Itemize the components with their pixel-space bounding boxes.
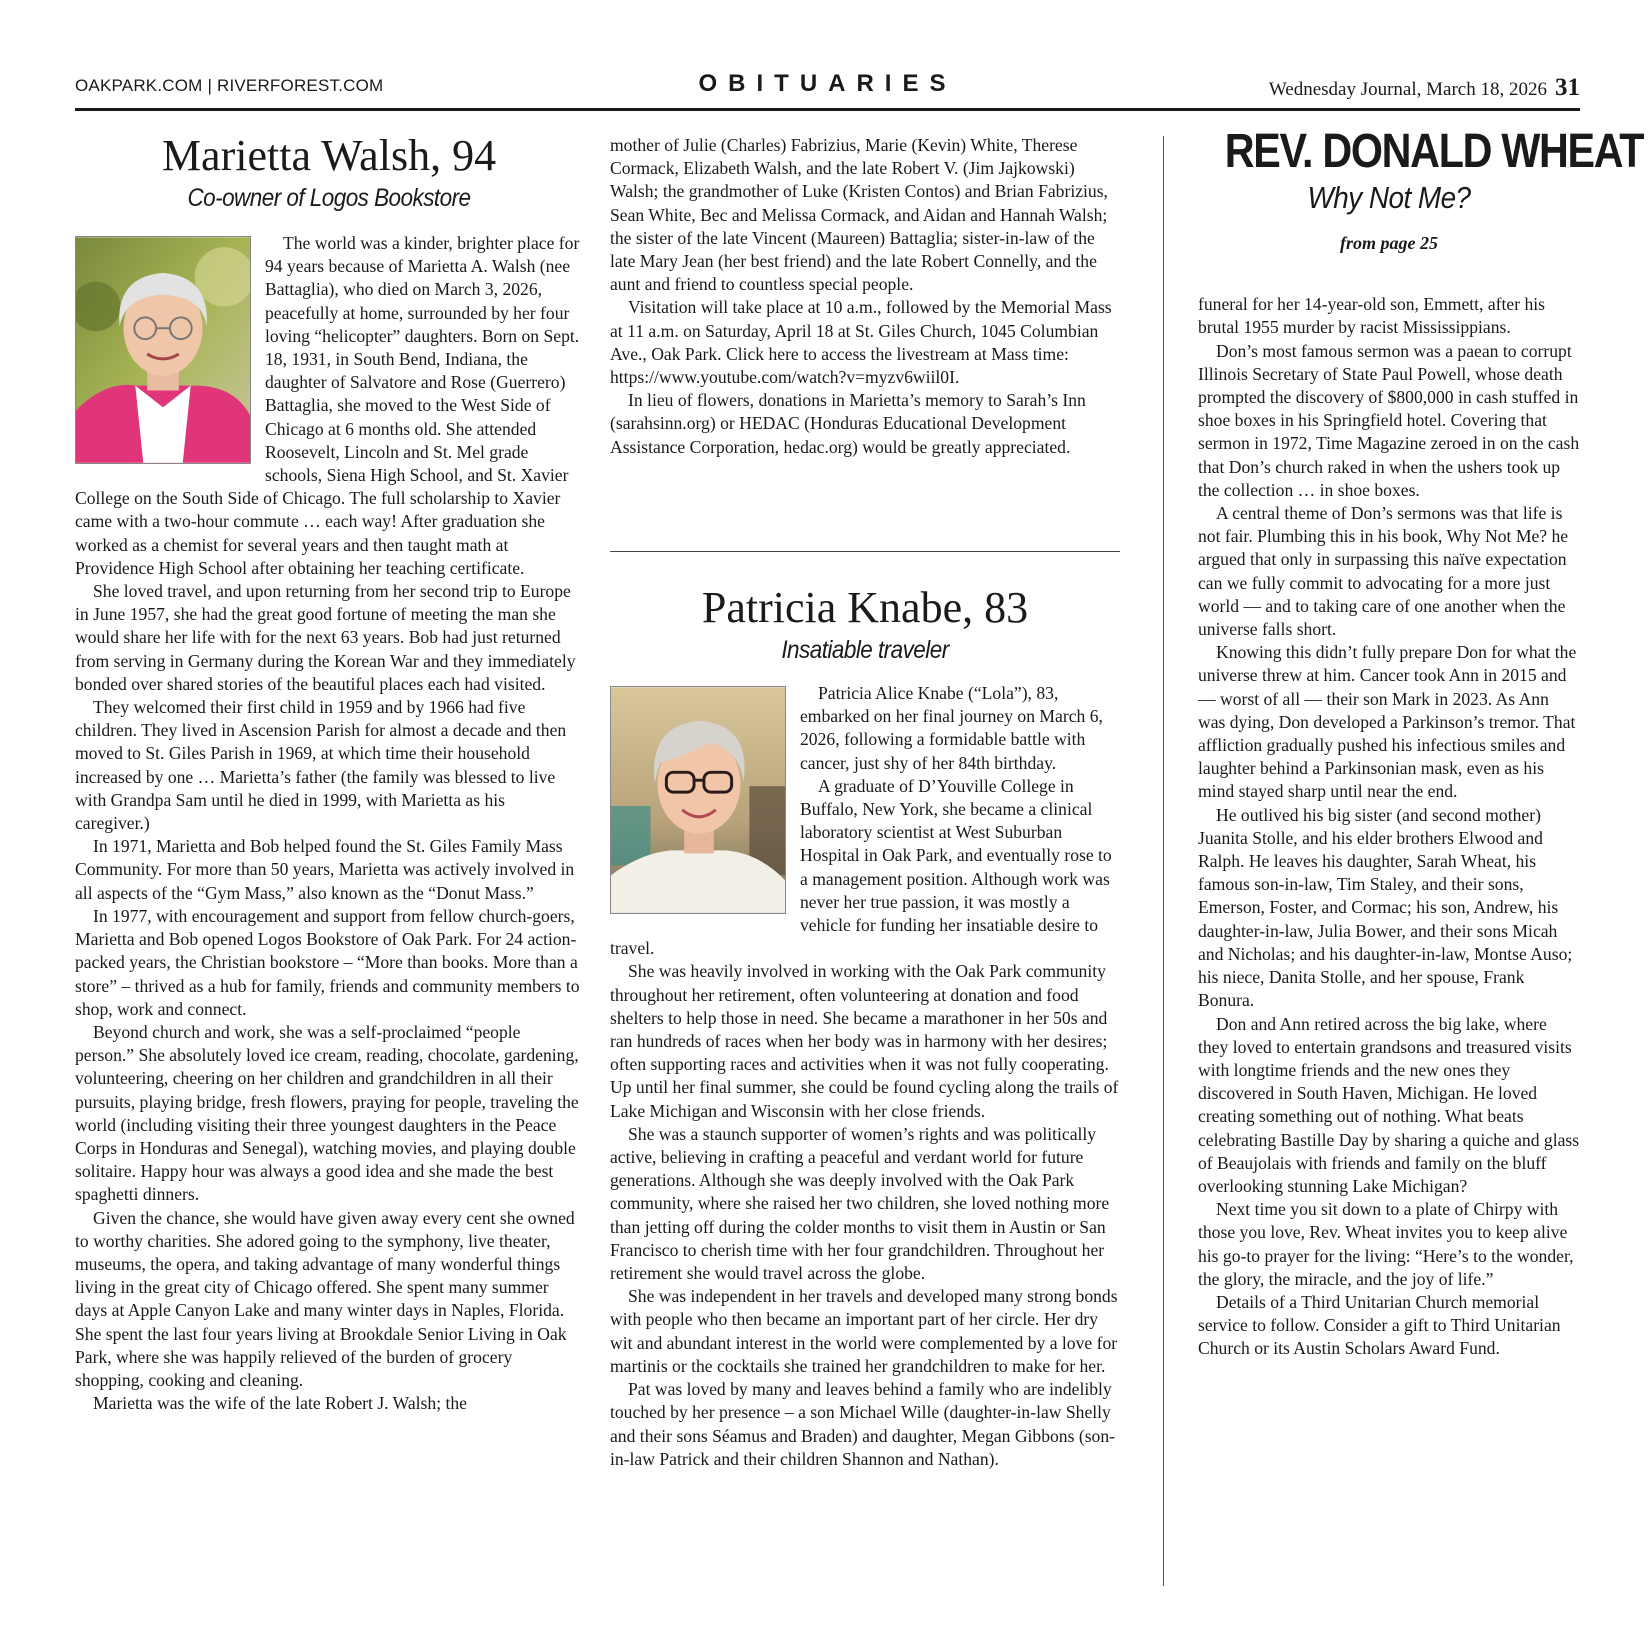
walsh-paragraph: She loved travel, and upon returning from her second trip to Europe in June 1957, she had the great good fortune of meeting the man she would share her life with for the next 63 years. Bob had just returned from serving in Germany during the Korean War and they immediately bonded over shared stories of the beautiful places each had visited. [75, 581, 576, 694]
walsh-paragraph: In 1977, with encouragement and support from fellow church-goers, Marietta and Bob opened Logos Bookstore of Oak Park. For 24 action-packed years, the Christian bookstore – “More than books. More than a store” – thrived as a hub for family, friends and community members to shop, work and connect. [75, 905, 580, 1019]
knabe-paragraph: She was heavily involved in working with the Oak Park community throughout her retirement, often volunteering at donation and food shelters to help those in need. She became a marathoner in her 50s and ran hundreds of races when her body was in harmony with her desires; often supporting races and activities when it was not fully cooperating. Up until her final summer, she could be found cycling along the trails of Lake Michigan and Wisconsin with her close friends. [610, 961, 1119, 1121]
knabe-column [610, 584, 1120, 1471]
knabe-paragraph: A graduate of D’Youville College in Buffalo, New York, she became a clinical laboratory scientist at West Suburban Hospital in Oak Park, and eventually rose to a management position. Although work was never her true passion, it was mostly a vehicle for funding her insatiable desire to travel. [610, 775, 1112, 959]
walsh-paragraph: In 1971, Marietta and Bob helped found the St. Giles Family Mass Community. For more than 50 years, Marietta was actively involved in all aspects of the “Gym Mass,” also known as the “Donut Mass.” [75, 836, 575, 903]
wheat-jump-line: from page 25 [1340, 233, 1438, 253]
wheat-paragraph: Next time you sit down to a plate of Chirpy with those you love, Rev. Wheat invites you to keep alive his go-to prayer for the living: “Here’s to the wonder, the glory, the miracle, and the joy of life.” [1198, 1199, 1574, 1289]
walsh-continued-paragraph: mother of Julie (Charles) Fabrizius, Marie (Kevin) White, Therese Cormack, Elizabeth Walsh, and the late Robert V. (Jim Jajkowski) Walsh; the grandmother of Luke (Kristen Contos) and Brian Fabrizius, Sean White, Bec and Melissa Cormack, and Aidan and Hannah Walsh; the sister of the late Vincent (Maureen) Battaglia; sister-in-law of the late Mary Jean (her best friend) and the late Robert Connelly, and the aunt and friend to countless special people. [610, 135, 1108, 295]
wheat-paragraph: Details of a Third Unitarian Church memorial service to follow. Consider a gift to Third Unitarian Church or its Austin Scholars Award Fund. [1198, 1291, 1561, 1359]
wheat-paragraph: Don’s most famous sermon was a paean to corrupt Illinois Secretary of State Paul Powell, whose death prompted the discovery of $800,000 in cash stuffed in shoe boxes in his Springfield hotel. Covering that sermon in 1972, Time Magazine zeroed in on the cash that Don’s church raked in when the ushers took up the collection … in shoe boxes. [1198, 340, 1580, 500]
dateline [1269, 74, 1580, 102]
knabe-photo [610, 686, 786, 920]
knabe-portrait-image [610, 686, 786, 914]
walsh-continued-paragraph: Visitation will take place at 10 a.m., followed by the Memorial Mass at 11 a.m. on Saturday, April 18 at St. Giles Church, 1045 Columbian Ave., Oak Park. Click here to access the livestream at Mass time: https://www.youtube.com/watch?v=myzv6wiil0I. [610, 297, 1112, 388]
wheat-paragraph: Don and Ann retired across the big lake, where they loved to entertain grandsons and treasured visits with longtime friends and the new ones they discovered in South Haven, Michigan. He loved creating something out of nothing. What beats celebrating Bastille Day by sharing a quiche and glass of Beaujolais with friends and family on the bluff overlooking stunning Lake Michigan? [1198, 1013, 1580, 1196]
issue-date: Wednesday Journal, March 18, 2026 [1268, 79, 1547, 100]
knabe-headline: Patricia Knabe, 83 [701, 583, 1029, 632]
walsh-paragraph: Marietta was the wife of the late Robert J. Walsh; the [93, 1393, 467, 1414]
knabe-paragraph: She was independent in her travels and developed many strong bonds with people who then became an important part of her circle. Her dry wit and abundant interest in the world were complemented by a love for martinis or the cocktails she trained her grandchildren to make for her. [610, 1286, 1118, 1376]
knabe-dek: Insatiable traveler [781, 636, 949, 664]
walsh-paragraph: Given the chance, she would have given away every cent she owned to worthy charities. She adored going to the symphony, live theater, museums, the opera, and taking advantage of many wonderful things living in the great city of Chicago offered. She spent many summer days at Apple Canyon Lake and many winter days in Naples, Florida. She spent the last four years living at Brookdale Senior Living in Oak Park, where she was happily relieved of the burden of grocery shopping, cooking and cleaning. [75, 1207, 575, 1390]
walsh-paragraph: The world was a kinder, brighter place for 94 years because of Marietta A. Walsh (nee Battaglia), who died on March 3, 2026, peacefully at home, surrounded by her four loving “helicopter” daughters. Born on Sept. 18, 1931, in South Bend, Indiana, the daughter of Salvatore and Rose (Guerrero) Battaglia, she moved to the West Side of Chicago at 6 months old. She attended Roosevelt, Lincoln and St. Mel grade schools, Siena High School, and St. Xavier College on the South Side of Chicago. The full scholarship to Xavier came with a two-hour commute … each way! After graduation she worked as a chemist for several years and then taught math at Providence High School after obtaining her teaching certificate. [75, 233, 580, 578]
walsh-continued-column [610, 134, 1120, 459]
walsh-dek: Co-owner of Logos Bookstore [187, 184, 471, 212]
wheat-paragraph: funeral for her 14-year-old son, Emmett, after his brutal 1955 murder by racist Mississippians. [1198, 294, 1545, 338]
section-title: OBITUARIES [698, 70, 957, 97]
wheat-paragraph: He outlived his big sister (and second mother) Juanita Stolle, and his elder brothers Elwood and Ralph. He leaves his daughter, Sarah Wheat, his famous son-in-law, Tim Staley, and their sons, Emerson, Foster, and Cormac; his son, Andrew, his daughter-in-law, Julia Bower, and their sons Micah and Nicholas; and his daughter-in-law, Montse Auso; his niece, Danita Stolle, and her spouse, Frank Bonura. [1198, 804, 1573, 1011]
wheat-paragraph: Knowing this didn’t fully prepare Don for what the universe threw at him. Cancer took Ann in 2015 and — worst of all — their son Mark in 2023. As Ann was dying, Don developed a Parkinson’s tremor. That affliction gradually pushed his infectious smiles and laughter behind a Parkinsonian mask, even as his mind stayed sharp until near the end. [1198, 642, 1577, 802]
walsh-column [75, 132, 583, 1415]
wheat-paragraph: A central theme of Don’s sermons was that life is not fair. Plumbing this in his book, Why Not Me? he argued that only in surpassing this naïve expectation can we fully commit to advocating for a more just world — and to taking care of one another when the universe falls short. [1198, 503, 1569, 640]
wheat-headline: REV. DONALD WHEAT [1224, 125, 1644, 178]
walsh-paragraph: They welcomed their first child in 1959 and by 1966 had five children. They lived in Ascension Parish for almost a decade and then moved to St. Giles Parish in 1969, at which time their household increased by one … Marietta’s father (the family was blessed to live with Grandpa Sam until he died in 1999, with Marietta as his caregiver.) [75, 697, 567, 834]
knabe-paragraph: She was a staunch supporter of women’s rights and was politically active, believing in crafting a peaceful and verdant world for future generations. Although she was deeply involved with the Oak Park community, where she raised her two children, she loved nothing more than jetting off during the colder months to visit them in Austin or San Francisco to cherish time with her four grandchildren. Throughout her retirement she would travel across the globe. [610, 1123, 1110, 1284]
walsh-headline: Marietta Walsh, 94 [161, 131, 497, 180]
wheat-column [1198, 124, 1644, 1361]
site-names: OAKPARK.COM | RIVERFOREST.COM [75, 76, 384, 95]
knabe-paragraph: Patricia Alice Knabe (“Lola”), 83, embarked on her final journey on March 6, 2026, following a formidable battle with cancer, just shy of her 84th birthday. [800, 683, 1103, 773]
story-divider [610, 551, 1120, 552]
column-divider [1163, 136, 1164, 1586]
knabe-paragraph: Pat was loved by many and leaves behind a family who are indelibly touched by her presence – a son Michael Wille (daughter-in-law Shelly and their sons Séamus and Braden) and daughter, Megan Gibbons (son-in-law Patrick and their children Shannon and Nathan). [610, 1379, 1116, 1469]
page-header [75, 68, 1580, 111]
walsh-paragraph: Beyond church and work, she was a self-proclaimed “people person.” She absolutely loved ice cream, reading, chocolate, gardening, volunteering, cheering on her children and grandchildren in all their pursuits, playing bridge, fresh flowers, praying for people, traveling the world (including visiting their three youngest daughters in the Peace Corps in Honduras and Senegal), watching movies, and playing double solitaire. Happy hour was always a good idea and she made the best spaghetti dinners. [75, 1021, 579, 1205]
walsh-photo [75, 236, 251, 470]
page-number: 31 [1555, 74, 1580, 101]
walsh-portrait-image [75, 236, 251, 464]
wheat-dek: Why Not Me? [1307, 180, 1471, 215]
walsh-continued-paragraph: In lieu of flowers, donations in Marietta’s memory to Sarah’s Inn (sarahsinn.org) or HEDAC (Honduras Educational Development Assistance Corporation, hedac.org) would be greatly appreciated. [610, 390, 1086, 457]
